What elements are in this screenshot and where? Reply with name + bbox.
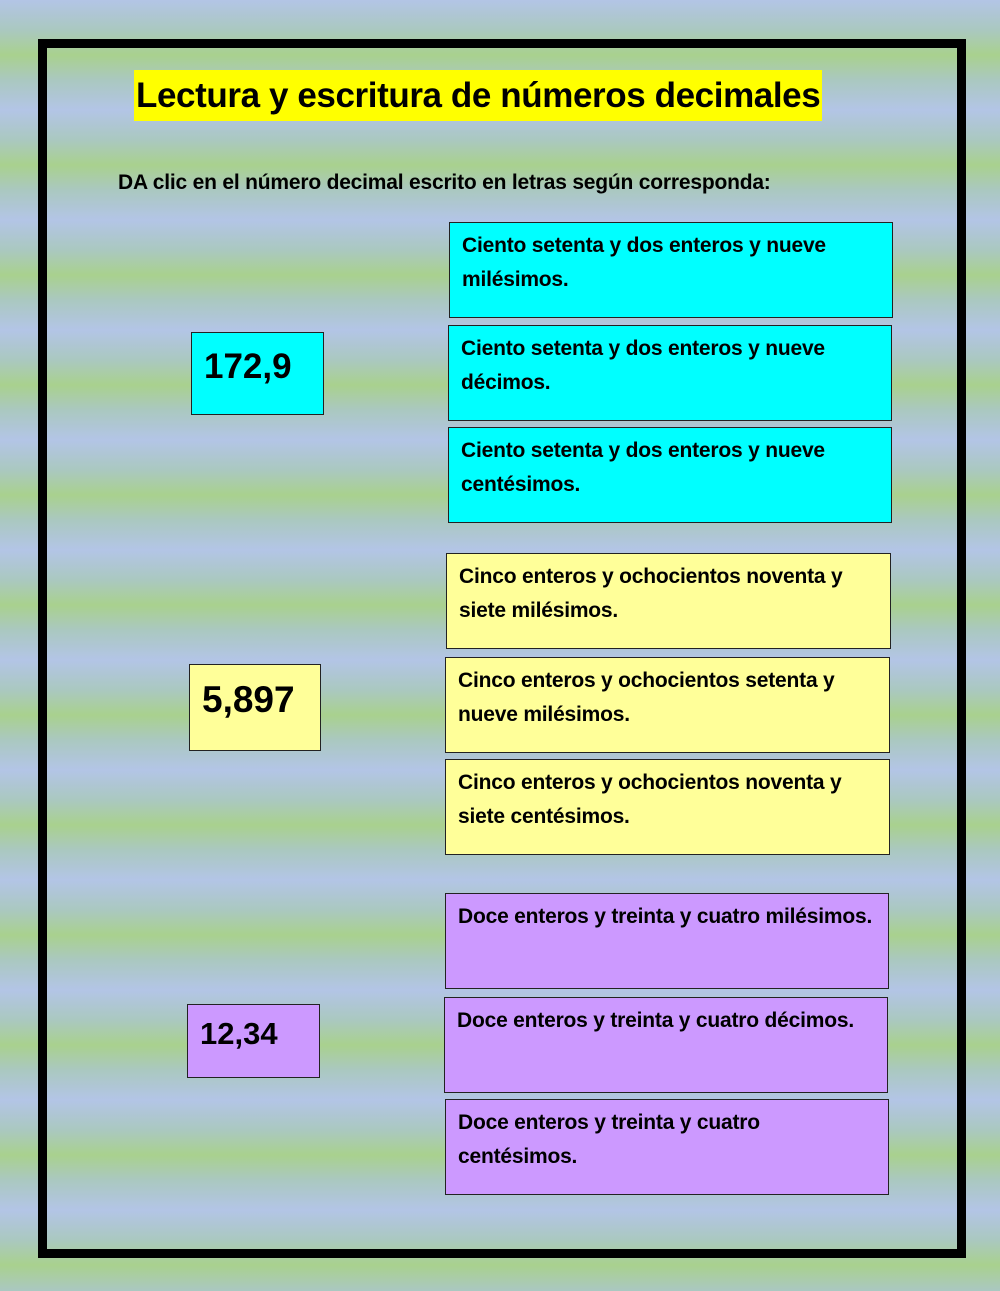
option-2-2[interactable]: Cinco enteros y ochocientos setenta y nueve milésimos. xyxy=(445,657,890,753)
option-3-3[interactable]: Doce enteros y treinta y cuatro centésimos. xyxy=(445,1099,889,1195)
option-3-2[interactable]: Doce enteros y treinta y cuatro décimos. xyxy=(444,997,888,1093)
option-1-3[interactable]: Ciento setenta y dos enteros y nueve centésimos. xyxy=(448,427,892,523)
instruction-text: DA clic en el número decimal escrito en letras según corresponda: xyxy=(118,171,771,194)
number-box-1: 172,9 xyxy=(191,332,324,415)
number-box-2: 5,897 xyxy=(189,664,321,751)
option-1-2[interactable]: Ciento setenta y dos enteros y nueve décimos. xyxy=(448,325,892,421)
number-box-3: 12,34 xyxy=(187,1004,320,1078)
page-title: Lectura y escritura de números decimales xyxy=(134,70,822,121)
option-2-3[interactable]: Cinco enteros y ochocientos noventa y siete centésimos. xyxy=(445,759,890,855)
option-3-1[interactable]: Doce enteros y treinta y cuatro milésimos. xyxy=(445,893,889,989)
option-2-1[interactable]: Cinco enteros y ochocientos noventa y siete milésimos. xyxy=(446,553,891,649)
option-1-1[interactable]: Ciento setenta y dos enteros y nueve milésimos. xyxy=(449,222,893,318)
